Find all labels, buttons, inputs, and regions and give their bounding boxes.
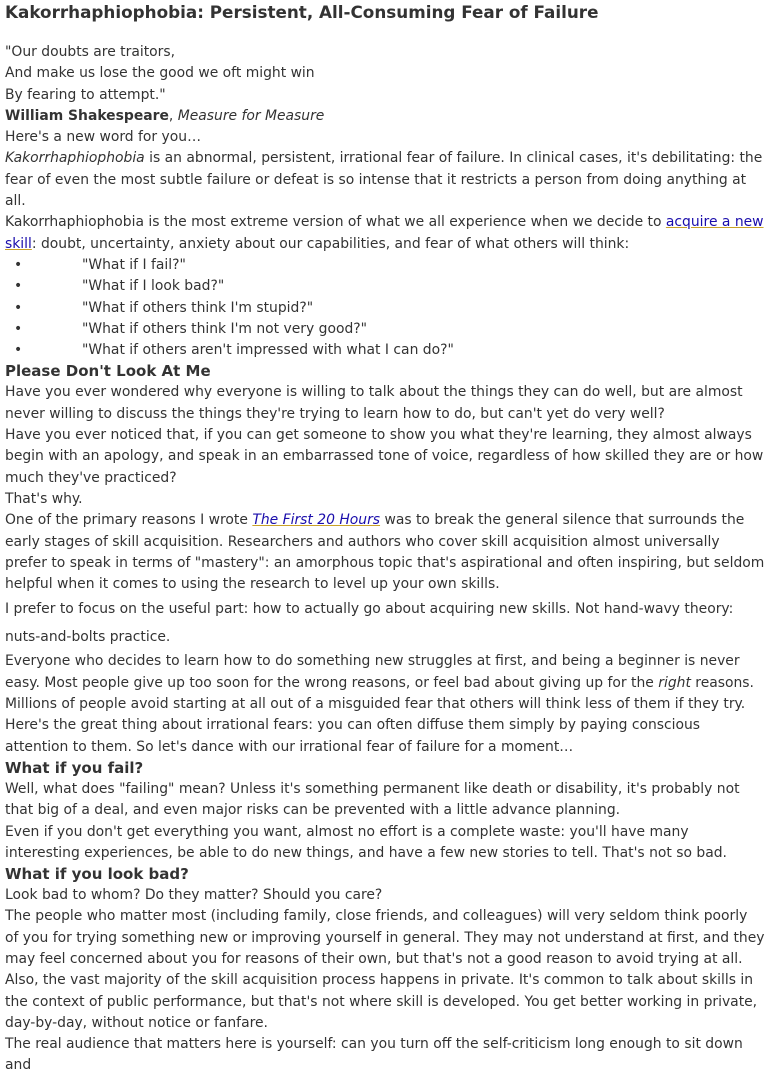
list-item: • "What if others aren't impressed with what I can do?" bbox=[5, 340, 765, 361]
paragraph: Also, the vast majority of the skill acquisition process happens in private. It's common to talk about skills in the context of public performance, but that's not where skill is developed. You get better working in private, day-by-day, without notice or fanfare. bbox=[5, 972, 758, 1031]
quote-author: William Shakespeare bbox=[5, 107, 169, 124]
paragraph: Have you ever noticed that, if you can get someone to show you what they're learning, they almost always begin with an apology, and speak in an embarrassed tone of voice, regardless of how skilled they are or how much they've practiced? bbox=[5, 427, 764, 486]
title-spacer bbox=[5, 24, 765, 42]
attribution-separator: , bbox=[168, 107, 178, 124]
fears-list bbox=[5, 255, 765, 361]
epigraph bbox=[5, 42, 765, 127]
intro-paragraph: Here's a new word for you… bbox=[5, 129, 201, 146]
definition-paragraph: Kakorrhaphiophobia is an abnormal, persistent, irrational fear of failure. In clinical cases, it's debilitating: the fear of even the most subtle failure or defeat is so intense that it restricts a person from doing anything at all. bbox=[5, 150, 763, 210]
paragraph: That's why. bbox=[5, 490, 83, 507]
article-title: Kakorrhaphiophobia: Persistent, All-Consuming Fear of Failure bbox=[5, 2, 599, 22]
paragraph: The real audience that matters here is yourself: can you turn off the self-criticism long enough to sit down and bbox=[5, 1036, 743, 1074]
list-item: • "What if others think I'm not very good?" bbox=[5, 319, 765, 340]
quote-work: Measure for Measure bbox=[177, 107, 325, 124]
quote-attribution bbox=[5, 106, 765, 127]
list-item: • "What if I fail?" bbox=[5, 255, 765, 276]
paragraph: Even if you don't get everything you want, almost no effort is a complete waste: you'll have many interesting experiences, be able to do new things, and have a few new stories to tell. That's not so bad. bbox=[5, 823, 727, 861]
quote-line: By fearing to attempt." bbox=[5, 86, 166, 103]
paragraph: Have you ever wondered why everyone is willing to talk about the things they can do well, but are almost never willing to discuss the things they're trying to learn how to do, but can't yet do very well? bbox=[5, 384, 743, 422]
context-paragraph: Kakorrhaphiophobia is the most extreme version of what we all experience when we decide to acquire a new skill: doubt, uncertainty, anxiety about our capabilities, and fear of what others will think: bbox=[5, 214, 764, 252]
paragraph: I prefer to focus on the useful part: how to actually go about acquiring new skills. Not hand-wavy theory: nuts-and-bolts practice. bbox=[5, 601, 734, 646]
paragraph: Everyone who decides to learn how to do something new struggles at first, and being a beginner is never easy. Most people give up too soon for the wrong reasons, or feel bad about giving up for the right reasons. Millions of people avoid starting at all out of a misguided fear that others will think less of them if they try. bbox=[5, 653, 754, 713]
quote-line: "Our doubts are traitors, bbox=[5, 44, 176, 60]
emphasis: right bbox=[658, 674, 691, 691]
section-heading: Please Don't Look At Me bbox=[5, 362, 211, 381]
acquire-skill-link[interactable]: acquire a new skill bbox=[5, 214, 764, 252]
list-item: • "What if I look bad?" bbox=[5, 276, 765, 297]
section-heading: What if you fail? bbox=[5, 758, 144, 777]
quote-line: And make us lose the good we oft might win bbox=[5, 65, 315, 82]
defined-term: Kakorrhaphiophobia bbox=[5, 150, 145, 167]
list-item: • "What if others think I'm stupid?" bbox=[5, 298, 765, 319]
section-heading: What if you look bad? bbox=[5, 865, 189, 884]
paragraph: Well, what does "failing" mean? Unless it's something permanent like death or disability, it's probably not that big of a deal, and even major risks can be prevented with a little advance planning. bbox=[5, 780, 740, 819]
paragraph: One of the primary reasons I wrote The First 20 Hours was to break the general silence that surrounds the early stages of skill acquisition. Researchers and authors who cover skill acquisition almost universally prefer to speak in terms of "mastery": an amorphous topic that's aspirational and often inspiring, but seldom helpful when it comes to using the research to level up your own skills. bbox=[5, 512, 765, 593]
paragraph: Look bad to whom? Do they matter? Should you care? bbox=[5, 887, 383, 904]
paragraph: Here's the great thing about irrational fears: you can often diffuse them simply by paying conscious attention to them. So let's dance with our irrational fear of failure for a moment… bbox=[5, 717, 701, 755]
paragraph: The people who matter most (including family, close friends, and colleagues) will very seldom think poorly of you for trying something new or improving yourself in general. They may not understand at first, and they may feel concerned about you for reasons of their own, but that's not a good reason to avoid trying at all. bbox=[5, 908, 765, 967]
book-link[interactable]: The First 20 Hours bbox=[252, 512, 381, 529]
